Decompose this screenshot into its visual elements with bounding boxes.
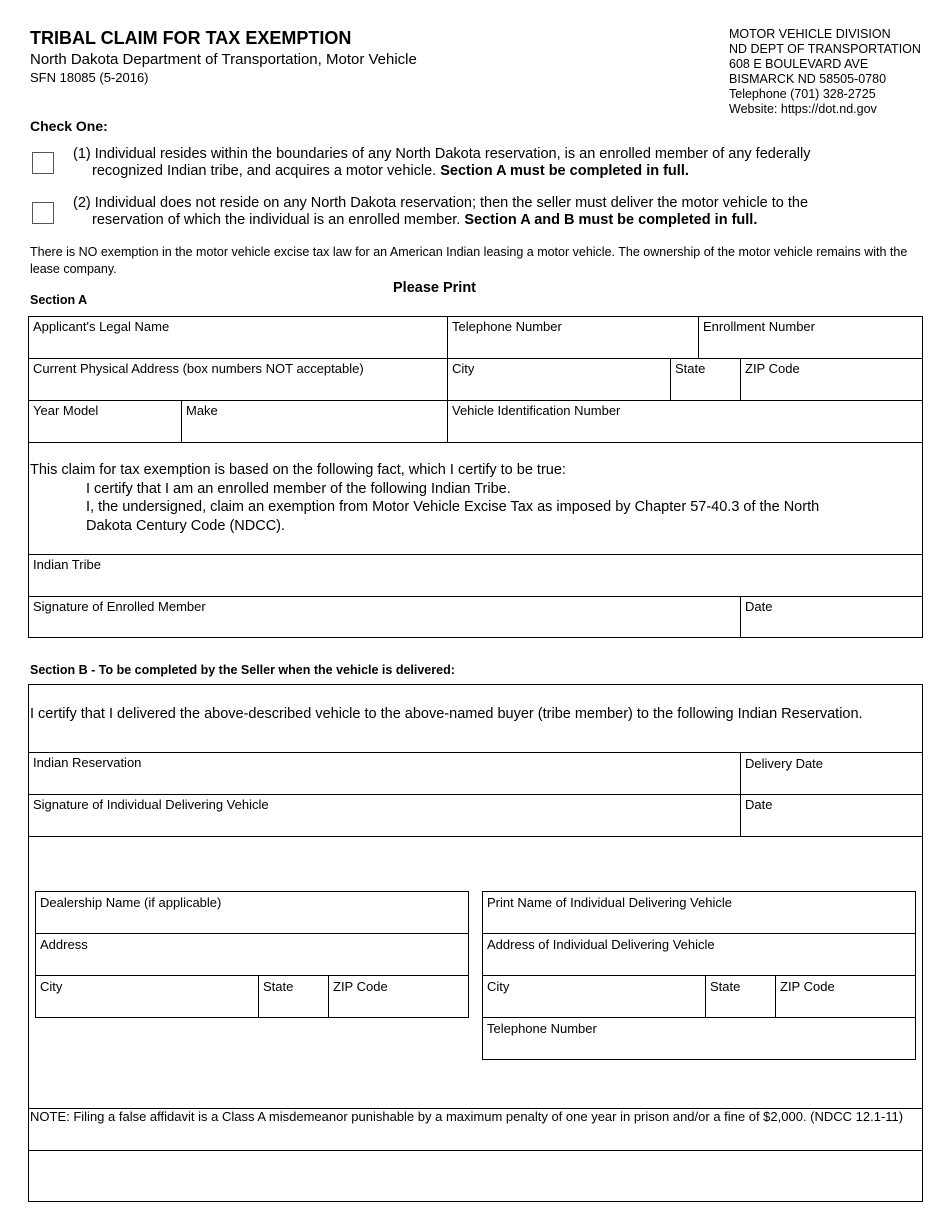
- dealership-name-input[interactable]: [40, 912, 468, 932]
- signature-label: Signature of Enrolled Member: [33, 599, 206, 614]
- option1-bold: Section A must be completed in full.: [440, 163, 689, 179]
- divider: [28, 554, 923, 555]
- dealership-city-label: City: [40, 979, 63, 994]
- form-subtitle: North Dakota Department of Transportation, Motor Vehicle: [30, 51, 417, 68]
- agency-line: Website: https://dot.nd.gov: [729, 102, 877, 116]
- dealership-state-label: State: [263, 979, 294, 994]
- certification-text: [30, 461, 819, 535]
- deliverer-state-input[interactable]: [710, 996, 774, 1016]
- delivery-date-label: Delivery Date: [745, 756, 824, 771]
- signature-input[interactable]: [33, 616, 737, 636]
- deliverer-state-label: State: [710, 979, 741, 994]
- divider: [35, 933, 469, 934]
- year-model-label: Year Model: [33, 403, 99, 418]
- certification-line: I certify that I am an enrolled member of the following Indian Tribe.: [86, 480, 511, 497]
- vin-label: Vehicle Identification Number: [452, 403, 621, 418]
- indian-tribe-input[interactable]: [33, 574, 921, 594]
- divider: [28, 1150, 923, 1151]
- dealership-city-input[interactable]: [40, 996, 256, 1016]
- enrollment-number-label: Enrollment Number: [703, 319, 815, 334]
- delivery-signature-input[interactable]: [33, 814, 737, 834]
- certification-line: I, the undersigned, claim an exemption from Motor Vehicle Excise Tax as imposed by Chapter 57-40.3 of the North: [86, 499, 820, 515]
- dealership-address-label: Address: [40, 937, 88, 952]
- city-label: City: [452, 361, 475, 376]
- deliverer-telephone-input[interactable]: [487, 1038, 915, 1058]
- form-number: SFN 18085 (5-2016): [30, 70, 149, 85]
- divider: [775, 975, 776, 1017]
- divider: [28, 442, 923, 443]
- divider: [328, 975, 329, 1018]
- state-input[interactable]: [675, 378, 739, 398]
- option2-text: [73, 195, 893, 229]
- deliverer-zip-label: ZIP Code: [780, 979, 835, 994]
- dealership-name-label: Dealership Name (if applicable): [40, 895, 222, 910]
- false-affidavit-note: NOTE: Filing a false affidavit is a Class A misdemeanor punishable by a maximum penalty of one year in prison and/or a fine of $2,000. (NDCC 12.1-11): [30, 1109, 904, 1124]
- indian-tribe-label: Indian Tribe: [33, 557, 101, 572]
- divider: [35, 975, 469, 976]
- divider: [258, 975, 259, 1018]
- applicant-name-input[interactable]: [33, 336, 445, 356]
- vin-input[interactable]: [452, 420, 921, 440]
- option1-text: [73, 146, 893, 180]
- divider: [181, 400, 182, 442]
- telephone-label: Telephone Number: [452, 319, 562, 334]
- reservation-input[interactable]: [33, 772, 737, 792]
- check-one-label: Check One:: [30, 118, 108, 134]
- option2-checkbox[interactable]: [32, 202, 54, 224]
- divider: [740, 752, 741, 836]
- telephone-input[interactable]: [452, 336, 696, 356]
- form-title: TRIBAL CLAIM FOR TAX EXEMPTION: [30, 28, 352, 48]
- delivery-statement: I certify that I delivered the above-described vehicle to the above-named buyer (tribe member) to the following Indian Reservation.: [30, 706, 863, 722]
- option1-line2: recognized Indian tribe, and acquires a motor vehicle.: [92, 163, 441, 179]
- please-print: Please Print: [393, 280, 477, 296]
- divider: [28, 400, 923, 401]
- enrollment-number-input[interactable]: [703, 336, 921, 356]
- section-b-heading: Section B - To be completed by the Seller when the vehicle is delivered:: [30, 663, 455, 677]
- deliverer-name-input[interactable]: [487, 912, 915, 932]
- agency-line: ND DEPT OF TRANSPORTATION: [729, 42, 921, 56]
- deliverer-city-label: City: [487, 979, 510, 994]
- deliverer-address-input[interactable]: [487, 954, 915, 974]
- deliverer-address-label: Address of Individual Delivering Vehicle: [487, 937, 715, 952]
- delivery-signature-label: Signature of Individual Delivering Vehicle: [33, 797, 269, 812]
- agency-line: MOTOR VEHICLE DIVISION: [729, 27, 891, 41]
- section-a-heading: Section A: [30, 293, 88, 307]
- certification-line: This claim for tax exemption is based on the following fact, which I certify to be true:: [30, 462, 566, 478]
- lease-notice: There is NO exemption in the motor vehicle excise tax law for an American Indian leasing a motor vehicle. The ownership of the motor vehicle remains with the lease company.: [30, 245, 908, 276]
- option2-line1: (2) Individual does not reside on any North Dakota reservation; then the seller must deliver the motor vehicle to the: [73, 195, 809, 211]
- applicant-name-label: Applicant's Legal Name: [33, 319, 170, 334]
- divider: [482, 1017, 916, 1018]
- option1-checkbox[interactable]: [32, 152, 54, 174]
- delivery-date-input[interactable]: [745, 773, 921, 793]
- divider: [740, 596, 741, 638]
- option2-bold: Section A and B must be completed in full.: [464, 212, 758, 228]
- divider: [482, 933, 916, 934]
- year-model-input[interactable]: [33, 420, 179, 440]
- divider: [28, 836, 923, 837]
- dealership-zip-input[interactable]: [333, 996, 467, 1016]
- option1-line1: (1) Individual resides within the boundaries of any North Dakota reservation, is an enrolled member of any federally: [73, 146, 811, 162]
- agency-address-block: [729, 27, 921, 117]
- deliverer-telephone-label: Telephone Number: [487, 1021, 597, 1036]
- deliverer-zip-input[interactable]: [780, 996, 914, 1016]
- divider: [670, 358, 671, 400]
- city-input[interactable]: [452, 378, 668, 398]
- zip-input[interactable]: [745, 378, 921, 398]
- state-label: State: [675, 361, 706, 376]
- make-input[interactable]: [186, 420, 445, 440]
- divider: [705, 975, 706, 1017]
- make-label: Make: [186, 403, 218, 418]
- zip-label: ZIP Code: [745, 361, 800, 376]
- delivery-sign-date-label: Date: [745, 797, 773, 812]
- address-label: Current Physical Address (box numbers NOT acceptable): [33, 361, 364, 376]
- divider: [28, 596, 923, 597]
- date-input[interactable]: [745, 616, 921, 636]
- divider: [698, 316, 699, 358]
- reservation-label: Indian Reservation: [33, 755, 142, 770]
- agency-line: BISMARCK ND 58505-0780: [729, 72, 887, 86]
- agency-line: 608 E BOULEVARD AVE: [729, 57, 869, 71]
- dealership-zip-label: ZIP Code: [333, 979, 388, 994]
- date-label: Date: [745, 599, 773, 614]
- deliverer-city-input[interactable]: [487, 996, 703, 1016]
- address-input[interactable]: [33, 378, 445, 398]
- agency-line: Telephone (701) 328-2725: [729, 87, 876, 101]
- deliverer-name-label: Print Name of Individual Delivering Vehicle: [487, 895, 732, 910]
- certification-line: Dakota Century Code (NDCC).: [86, 517, 286, 534]
- divider: [447, 316, 448, 442]
- divider: [28, 752, 923, 753]
- dealership-state-input[interactable]: [263, 996, 327, 1016]
- divider: [28, 794, 923, 795]
- dealership-address-input[interactable]: [40, 954, 468, 974]
- option2-line2: reservation of which the individual is an enrolled member.: [92, 212, 465, 228]
- divider: [482, 975, 916, 976]
- divider: [28, 358, 923, 359]
- divider: [740, 358, 741, 400]
- delivery-sign-date-input[interactable]: [745, 814, 921, 834]
